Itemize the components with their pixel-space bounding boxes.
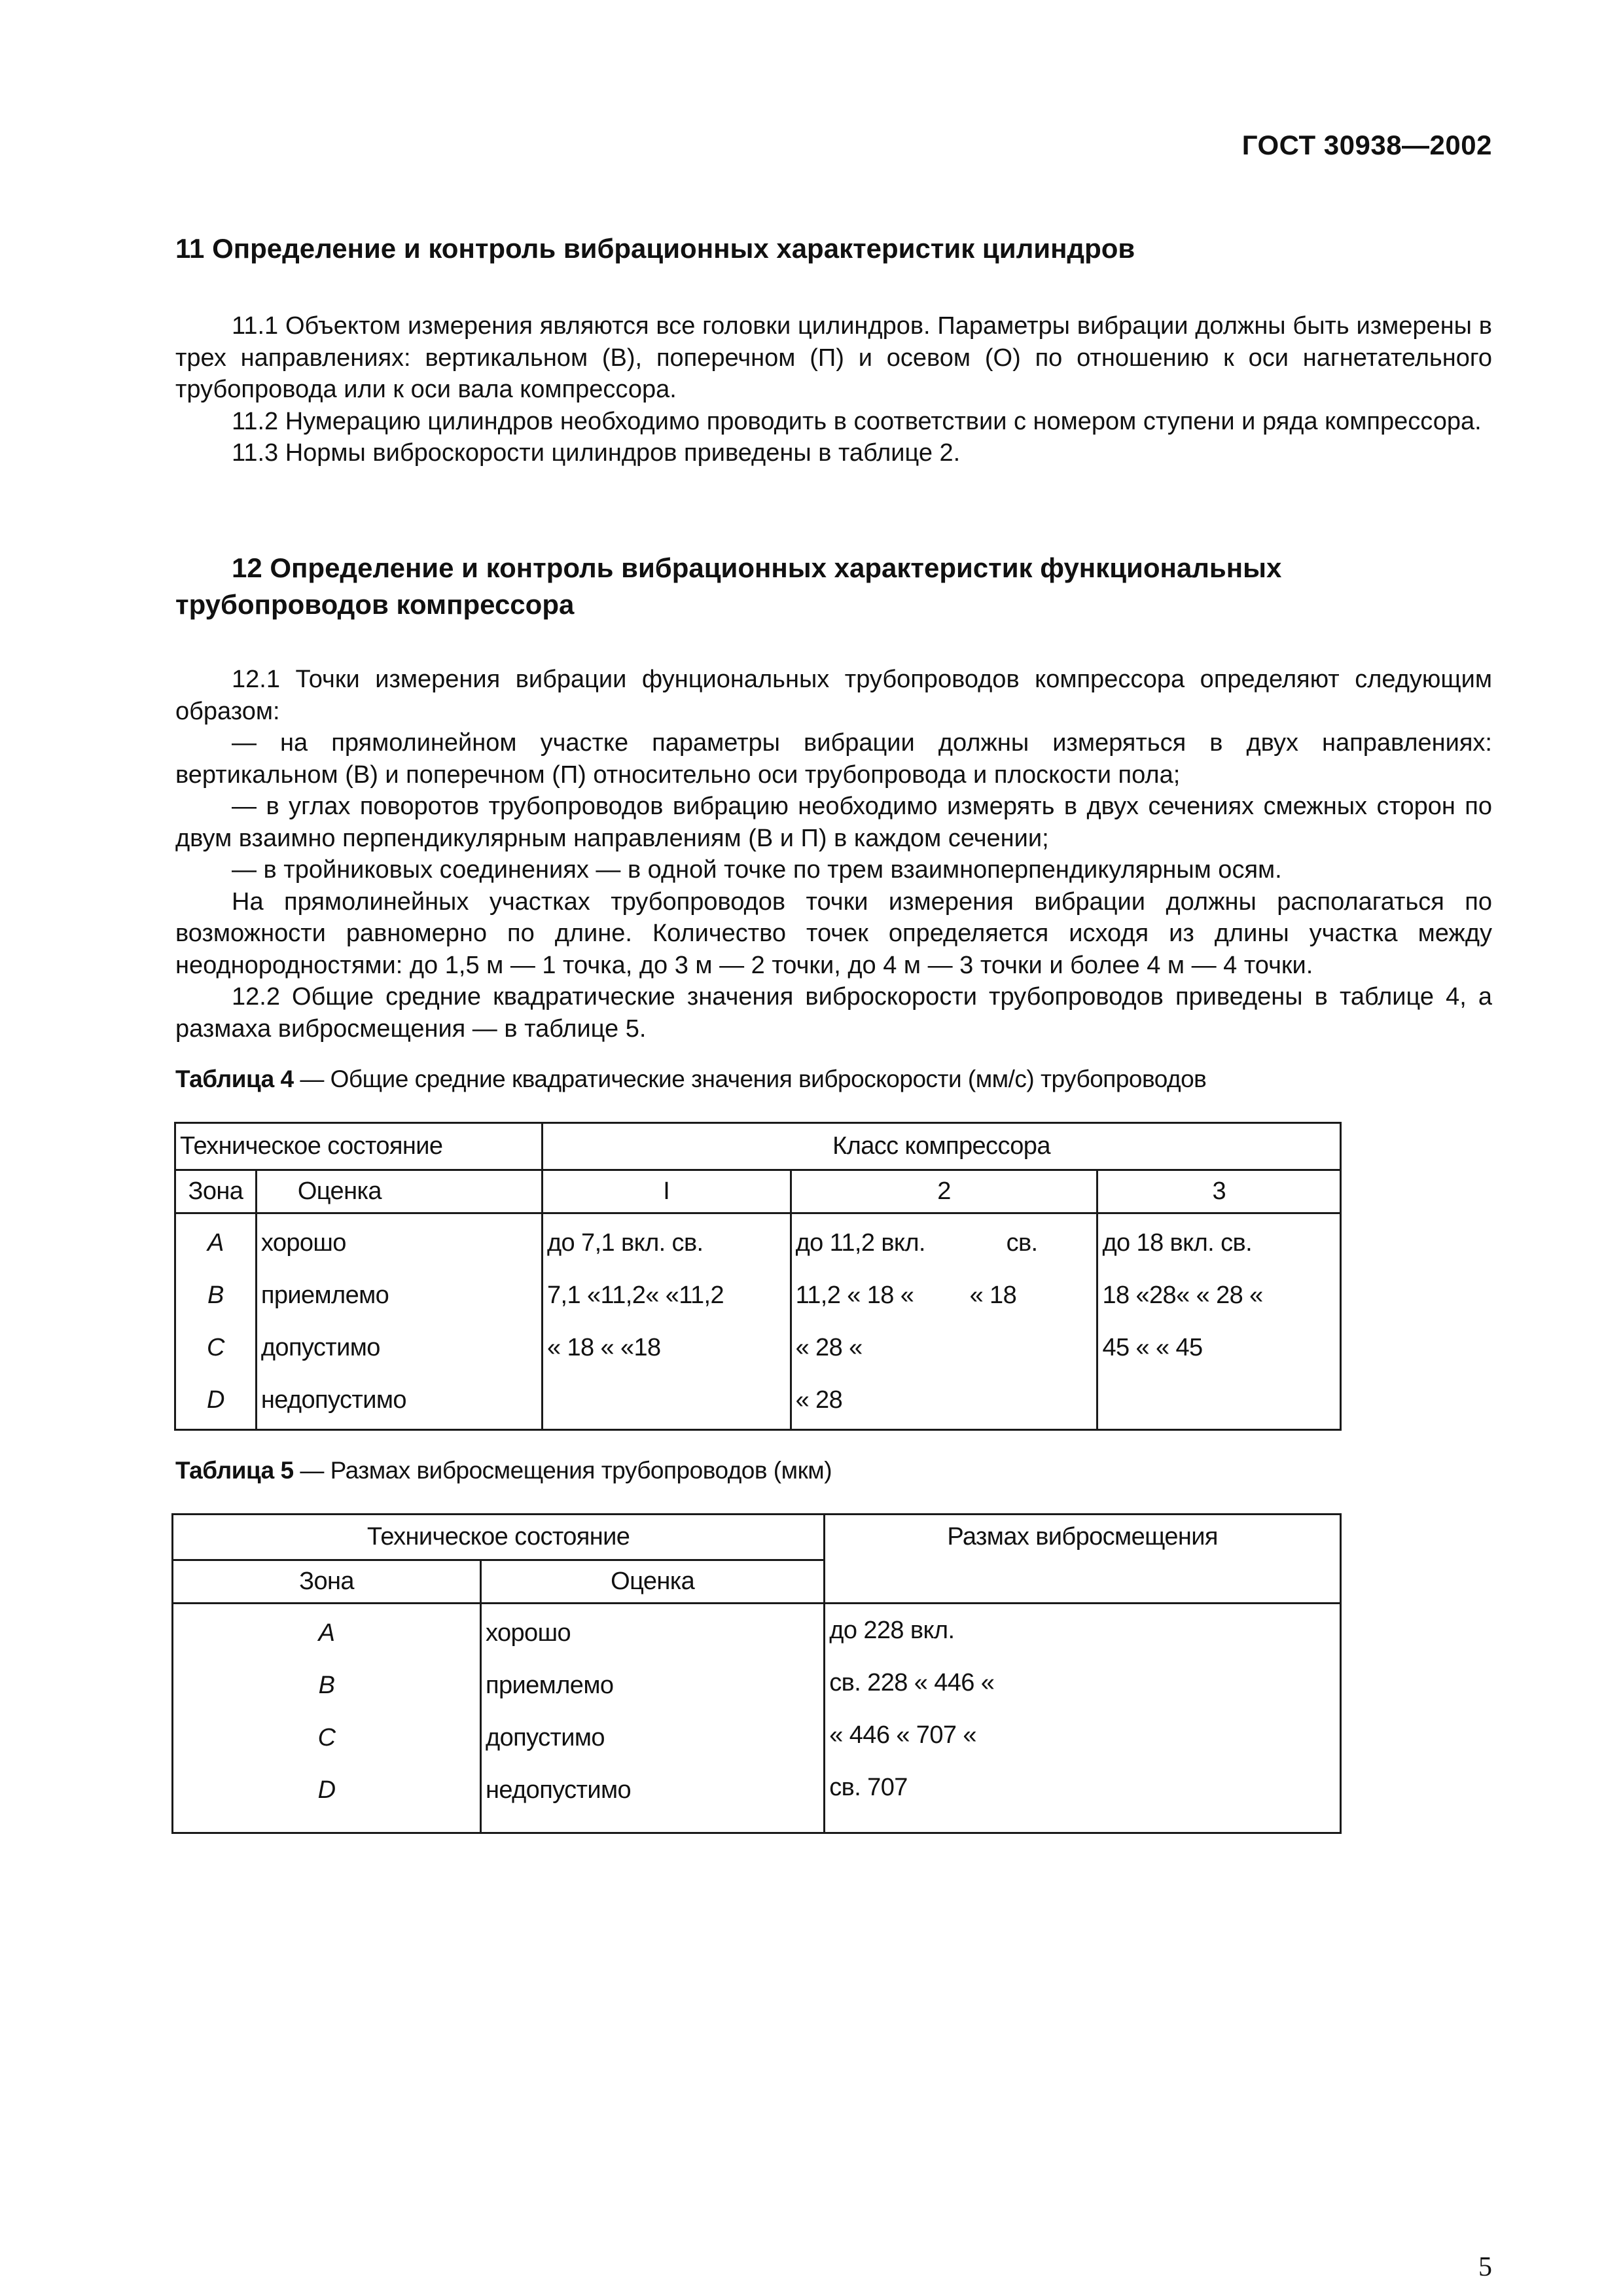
paragraph-12-2: 12.2 Общие средние квадратические значения виброскорости трубопроводов приведены в таблице 4, а размаха вибросмещения — в таблице 5. — [175, 983, 1492, 1043]
table-row: хорошо — [260, 1229, 346, 1257]
paragraph-11-1: 11.1 Объектом измерения являются все головки цилиндров. Параметры вибрации должны быть измерены в трех направлениях: вертикальном (В), поперечном (П) и осевом (О) по отношению к оси нагнетательного трубопровода или к оси вала компрессора. — [175, 312, 1492, 403]
table-row: 18 «28« « 28 « — [1102, 1282, 1263, 1309]
table-5-rating-column — [481, 1604, 825, 1833]
table-row: B — [207, 1282, 224, 1309]
table-5-head-range: Размах вибросмещения — [825, 1515, 1341, 1604]
table-row: C — [317, 1724, 336, 1751]
table-4-caption — [175, 1066, 1206, 1093]
table-4-class-1-column — [542, 1213, 791, 1430]
table-4-rating-column — [256, 1213, 542, 1430]
table-row — [543, 1374, 790, 1426]
table-row: B — [318, 1672, 335, 1699]
table-5-sub-rating: Оценка — [481, 1560, 825, 1604]
table-row: A — [318, 1619, 335, 1647]
table-row: до 7,1 вкл. св. — [546, 1229, 704, 1257]
table-5-zone-column — [173, 1604, 481, 1833]
table-row: « 446 « 707 « — [829, 1721, 976, 1749]
table-4-class-3-column — [1097, 1213, 1341, 1430]
paragraph-11-2: 11.2 Нумерацию цилиндров необходимо проводить в соответствии с номером ступени и ряда компрессора. — [232, 407, 1482, 435]
table-row: до 228 вкл. — [829, 1617, 955, 1644]
table-row: 7,1 «11,2« «11,2 — [546, 1282, 724, 1309]
table-4-caption-label: Таблица 4 — [175, 1066, 294, 1092]
table-row: недопустимо — [486, 1776, 632, 1804]
section-12-heading — [175, 550, 1492, 623]
table-row: « 28 — [795, 1386, 843, 1414]
list-item-tee-joints: — в тройниковых соединениях — в одной точке по трем взаимноперпендикулярным осям. — [232, 856, 1282, 884]
section-12-heading-line2: трубопроводов компрессора — [175, 589, 575, 620]
table-row — [1098, 1374, 1340, 1426]
table-4-header-row — [175, 1123, 1341, 1170]
table-row: допустимо — [486, 1724, 605, 1751]
list-item-turn-angles: — в углах поворотов трубопроводов вибрацию необходимо измерять в двух сечениях смежных сторон по двум взаимно перпендикулярным направлениям (В и П) в каждом сечении; — [175, 793, 1492, 852]
table-row: A — [207, 1229, 224, 1257]
table-4-zone-column — [175, 1213, 257, 1430]
table-row: св. 228 « 446 « — [829, 1669, 995, 1696]
table-row: D — [317, 1776, 336, 1804]
table-row: недопустимо — [260, 1386, 406, 1414]
table-row: 11,2 « 18 « « 18 — [795, 1282, 1017, 1309]
table-row: хорошо — [486, 1619, 571, 1647]
paragraph-point-count: На прямолинейных участках трубопроводов точки измерения вибрации должны располагаться по возможности равномерно по длине. Количество точек определяется исходя из длины участка между неоднородностями: до 1,5 м — 1 точка, до 3 м — 2 точки, до 4 м — 3 точки и более 4 м — 4 точки. — [175, 888, 1492, 979]
table-5-body-row — [173, 1604, 1341, 1833]
table-5 — [171, 1513, 1342, 1834]
paragraph-12-1: 12.1 Точки измерения вибрации фунциональных трубопроводов компрессора определяют следующим образом: — [175, 666, 1492, 725]
table-row: « 18 « «18 — [546, 1334, 661, 1361]
table-row: D — [207, 1386, 224, 1414]
section-11-body — [175, 310, 1492, 469]
section-11-heading: 11 Определение и контроль вибрационных характеристик цилиндров — [175, 233, 1135, 264]
table-4-sub-rating: Оценка — [256, 1170, 542, 1213]
table-5-sub-zone: Зона — [173, 1560, 481, 1604]
table-5-caption — [175, 1457, 832, 1484]
table-row: 45 « « 45 — [1102, 1334, 1203, 1361]
document-code: ГОСТ 30938—2002 — [1241, 130, 1492, 160]
section-12-heading-line1: 12 Определение и контроль вибрационных характеристик функциональных — [232, 552, 1282, 583]
table-4-class-3: 3 — [1097, 1170, 1341, 1213]
table-5-value-column — [825, 1604, 1341, 1833]
table-5-header-row — [173, 1515, 1341, 1560]
table-5-caption-label: Таблица 5 — [175, 1457, 294, 1484]
page-number: 5 — [1478, 2252, 1492, 2282]
table-row: св. 707 — [829, 1774, 908, 1801]
table-row: до 11,2 вкл. св. — [795, 1229, 1038, 1257]
table-4 — [174, 1122, 1342, 1431]
table-row: приемлемо — [260, 1282, 389, 1309]
table-4-body-row — [175, 1213, 1341, 1430]
table-4-class-2: 2 — [791, 1170, 1097, 1213]
table-row: приемлемо — [486, 1672, 614, 1699]
table-5-head-state: Техническое состояние — [173, 1515, 825, 1560]
table-4-class-2-column — [791, 1213, 1097, 1430]
section-12-body — [175, 664, 1492, 1045]
table-4-sub-zone: Зона — [175, 1170, 257, 1213]
list-item-straight-section: — на прямолинейном участке параметры вибрации должны измеряться в двух направлениях: вертикальном (В) и поперечном (П) относительно оси трубопровода и плоскости пола; — [175, 729, 1492, 789]
table-row: допустимо — [260, 1334, 380, 1361]
table-5-caption-text: — Размах вибросмещения трубопроводов (мкм) — [293, 1457, 832, 1484]
table-4-subheader-row — [175, 1170, 1341, 1213]
table-row: до 18 вкл. св. — [1102, 1229, 1253, 1257]
table-4-class-1: I — [542, 1170, 791, 1213]
table-4-head-state: Техническое состояние — [175, 1123, 543, 1170]
table-row: C — [207, 1334, 224, 1361]
table-4-head-class: Класс компрессора — [542, 1123, 1340, 1170]
paragraph-11-3: 11.3 Нормы виброскорости цилиндров приведены в таблице 2. — [232, 439, 961, 467]
table-4-caption-text: — Общие средние квадратические значения виброскорости (мм/с) трубопроводов — [293, 1066, 1207, 1092]
table-row: « 28 « — [795, 1334, 863, 1361]
